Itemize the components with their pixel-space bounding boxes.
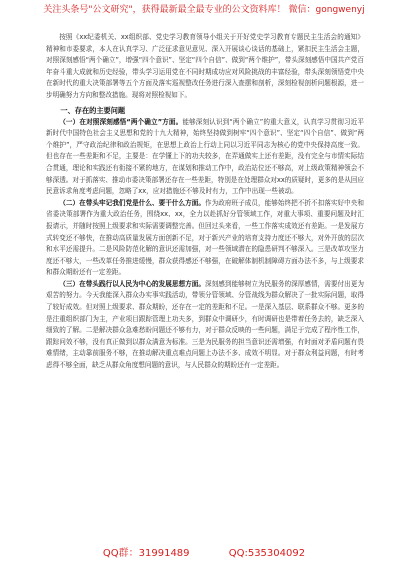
top-banner: 关注头条号"公文研究"，获得最新最全最专业的公文资料库！ 微信：gongwenyj xyxy=(43,5,365,15)
section-heading: 一、存在的主要问题 xyxy=(60,105,126,115)
item-1-paragraph xyxy=(46,117,364,198)
document-body xyxy=(46,32,364,372)
item-1-body: 能够深刻认识到“两个确立”的重大意义，认真学习贯彻习近平新时代中国特色社会主义思想和党的十九大精神，始终坚持做到树牢“四个意识”、坚定“四个自信”、做到“两个维护”，严守政治纪律和政治规矩，在思想上政治上行动上同以习近平同志为核心的党中央保持高度一致。但也存在一些差距和不足，主要是：在学懂上下的功夫较多，在弄通做实上还有差距，没有完全与市情实际结合贯通，理论和实践还有衔接不紧的地方，在谋划和推动工作中，政治站位还不够高，对上级政策精神领会不够深透。对于抓落实、推动市委决策部署还存在一些差距，特别是在处理群众对xx的质疑时，更多的是从回应民意诉求角度考虑问题，忽略了xx，应对措施还不够及时有力，工作中出现一些被动。 xyxy=(46,117,364,196)
footer-contacts xyxy=(0,544,408,559)
footer-qq: QQ:535304092 xyxy=(228,548,306,559)
footer-qq-group: QQ群：31991489 xyxy=(102,548,190,559)
item-2-title: （二）在带头牢记我们党是什么、要干什么方面。 xyxy=(59,198,205,207)
item-3-paragraph xyxy=(46,279,364,372)
item-3-body: 深刻感到能够树立为民服务的深厚感情，需要付出更为艰苦的努力。今天我能深入群众办实事实践活动，带领分管领域、分管战线为群众解决了一批实际问题，取得了较好成效。但对照上级要求、群众期盼，还存在一定的差距和不足。一是深入基层、联系群众不够。更多的是注重组织部门为主，产业项目跟踪管理上功夫多，到群众中调研少，有时调研也是带着任务去的，缺乏深入细致的了解。二是解决群众急难愁盼问题还不够有力，对于群众反映的一些问题，满足于完成了程序性工作，跟踪问效不够，没有真正做到以群众满意为标准。三是为民服务的担当意识还需增强，有时面对矛盾问题有畏难情绪，主动靠前服务不够，在推动解决重点难点问题上办法不多、成效不明显。对于群众利益问题，有时考虑得不够全面，缺乏从群众角度想问题的意识，与人民群众的期盼还有一定差距。 xyxy=(46,279,365,370)
item-3-title: （三）在带头践行以人民为中心的发展思想方面。 xyxy=(59,279,205,288)
item-1-title: （一）在对照深刻感悟“两个确立”方面。 xyxy=(59,117,183,126)
intro-paragraph: 按照《xx纪委机关、xx组织部、党史学习教育领导小组关于开好党史学习教育专题民主生活会的通知》精神和市委要求，本人在认真学习、广泛征求意见意见、深入开展谈心谈话的基础上，紧扣民主生活会主题，对照深刻感悟“两个确立”，增强“四个意识”、坚定“四个自信”、做到“两个维护”，带头深刻感悟中国共产党百年奋斗重大成就和历史经验，带头学习运用党在不同时期成功应对风险挑战的丰富经验，带头深刻领悟党中央在新时代的重大决策部署等五个方面及落实巡视整改任务进行深入查摆和剖析，深刻检视剖析问题根源，进一步明确努力方向和整改措施。现将对照检视如下。 xyxy=(46,33,364,99)
item-2-body: 作为政府班子成员，能够始终把不折不扣落实好中央和省委决策部署作为重大政治任务，围绕xx、xx，全力以赴抓好分管领域工作，对重大事项、重要问题及时汇报请示，并随时按照上级要求和实际需要调整完善。但回过头来看，一些工作落实成效还有差距。一是发展方式转变还不够快，在推动高质量发展方面创新不足，对于新兴产业的培育支持力度还不够大，对外开放的层次和水平还需提升。二是风险防范化解的意识还需加强，对一些领域潜在的隐患研判不够深入。三是改革攻坚力度还不够大，一些改革任务推进缓慢，群众获得感还不够强，在破解体制机制障碍方面办法不多，与上级要求和群众期盼还有一定差距。 xyxy=(46,198,365,277)
item-2-paragraph xyxy=(46,198,364,279)
